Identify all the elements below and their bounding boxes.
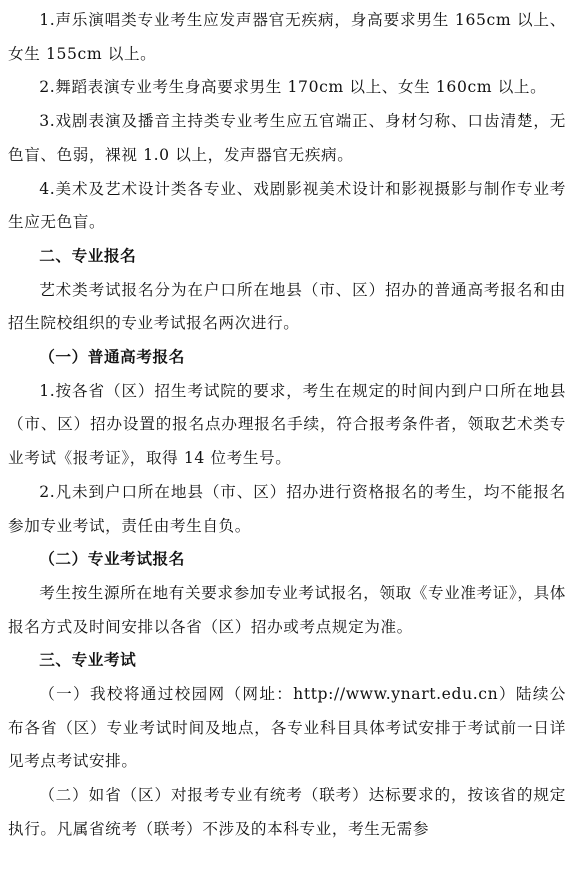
section-heading-registration: 二、专业报名 (39, 246, 137, 265)
subheading-professional-registration: （二）专业考试报名 (39, 550, 185, 569)
section-heading-exam: 三、专业考试 (39, 651, 137, 670)
paragraph-art-design-requirements: 4.美术及艺术设计类各专业、戏剧影视美术设计和影视摄影与制作专业考生应无色盲。 (8, 179, 566, 232)
paragraph-general-registration-2: 2.凡未到户口所在地县（市、区）招办进行资格报名的考生，均不能报名参加专业考试，责任由考生自负。 (8, 482, 566, 535)
paragraph-dance-requirements: 2.舞蹈表演专业考生身高要求男生 170cm 以上、女生 160cm 以上。 (39, 78, 547, 97)
paragraph-registration-intro: 艺术类考试报名分为在户口所在地县（市、区）招办的普通高考报名和由招生院校组织的专业考试报名两次进行。 (8, 280, 566, 333)
paragraph-exam-1: （一）我校将通过校园网（网址：http://www.ynart.edu.cn）陆续公布各省（区）专业考试时间及地点，各专业科目具体考试安排于考试前一日详见考点考试安排。 (8, 685, 566, 771)
subheading-general-registration: （一）普通高考报名 (39, 348, 185, 367)
paragraph-professional-registration: 考生按生源所在地有关要求参加专业考试报名，领取《专业准考证》，具体报名方式及时间安排以各省（区）招办或考点规定为准。 (8, 583, 566, 636)
paragraph-drama-requirements: 3.戏剧表演及播音主持类专业考生应五官端正、身材匀称、口齿清楚，无色盲、色弱，裸视 1.0 以上，发声器官无疾病。 (8, 112, 566, 164)
paragraph-general-registration-1: 1.按各省（区）招生考试院的要求，考生在规定的时间内到户口所在地县（市、区）招办设置的报名点办理报名手续，符合报考条件者，领取艺术类专业考试《报考证》，取得 14 位考生号。 (8, 381, 566, 468)
paragraph-exam-2: （二）如省（区）对报考专业有统考（联考）达标要求的，按该省的规定执行。凡属省统考（联考）不涉及的本科专业，考生无需参 (8, 786, 566, 838)
paragraph-vocal-requirements: 1.声乐演唱类专业考生应发声器官无疾病，身高要求男生 165cm 以上、女生 155cm 以上。 (8, 11, 566, 63)
